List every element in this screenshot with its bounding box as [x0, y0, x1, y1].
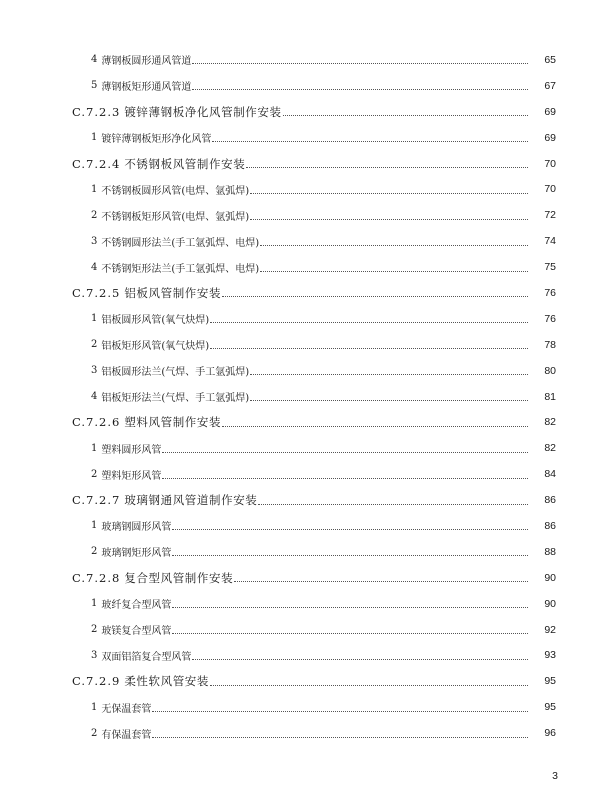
toc-subsection-entry[interactable]	[0, 176, 612, 202]
toc-entry-title: 塑料风管制作安装	[124, 415, 222, 430]
toc-entry-number: 4	[91, 391, 99, 403]
dot-leader	[260, 245, 528, 246]
toc-entry-page: 86	[544, 519, 556, 532]
toc-entry-title: 不锈钢板矩形风管(电焊、氩弧焊)	[101, 211, 250, 223]
toc-entry-page: 95	[544, 701, 556, 714]
toc-section-entry[interactable]	[0, 668, 612, 694]
toc-entry-title: 铝板矩形法兰(气焊、手工氩弧焊)	[101, 393, 250, 405]
toc-entry-page: 76	[544, 286, 556, 299]
toc-subsection-entry[interactable]	[0, 591, 612, 617]
dot-leader	[210, 348, 528, 349]
toc-subsection-entry[interactable]	[0, 384, 612, 410]
toc-section-entry[interactable]	[0, 409, 612, 435]
toc-subsection-entry[interactable]	[0, 358, 612, 384]
dot-leader	[258, 504, 528, 505]
toc-entry-number: 4	[91, 261, 99, 273]
toc-entry-page: 70	[544, 183, 556, 196]
toc-entry-page: 82	[544, 442, 556, 455]
toc-subsection-entry[interactable]	[0, 513, 612, 539]
toc-entry-title: 不锈钢矩形法兰(手工氩弧焊、电焊)	[101, 263, 260, 275]
toc-entry-number: C.7.2.9	[72, 674, 121, 689]
toc-entry-title: 铝板矩形风管(氧气炔焊)	[101, 341, 210, 353]
toc-entry-title: 双面铝箔复合型风管	[101, 651, 192, 663]
dot-leader	[250, 400, 528, 401]
toc-entry-number: C.7.2.6	[72, 415, 121, 430]
toc-entry-number: C.7.2.5	[72, 285, 121, 300]
dot-leader	[210, 685, 528, 686]
toc-entry-page: 67	[544, 79, 556, 92]
toc-entry-number: 4	[91, 54, 99, 66]
toc-entry-number: 3	[91, 649, 99, 661]
dot-leader	[222, 426, 528, 427]
toc-subsection-entry[interactable]	[0, 720, 612, 746]
toc-entry-title: 铝板圆形风管(氧气炔焊)	[101, 315, 210, 327]
toc-subsection-entry[interactable]	[0, 125, 612, 151]
toc-entry-page: 75	[544, 261, 556, 274]
toc-entry-number: C.7.2.3	[72, 104, 121, 119]
dot-leader	[246, 167, 528, 168]
toc-entry-number: 2	[91, 468, 99, 480]
toc-entry-page: 72	[544, 209, 556, 222]
dot-leader	[152, 711, 528, 712]
toc-entry-title: 镀锌薄钢板矩形净化风管	[101, 134, 212, 146]
dot-leader	[172, 633, 528, 634]
dot-leader	[172, 607, 528, 608]
toc-entry-title: 镀锌薄钢板净化风管制作安装	[124, 104, 282, 119]
toc-section-entry[interactable]	[0, 565, 612, 591]
page-number: 3	[552, 770, 558, 782]
toc-subsection-entry[interactable]	[0, 228, 612, 254]
toc-entry-number: 2	[91, 727, 99, 739]
dot-leader	[250, 219, 528, 220]
dot-leader	[162, 452, 528, 453]
toc-entry-title: 不锈钢板风管制作安装	[124, 156, 246, 171]
toc-entry-page: 92	[544, 623, 556, 636]
toc-entry-title: 铝板风管制作安装	[124, 285, 222, 300]
toc-entry-number: 2	[91, 339, 99, 351]
toc-entry-page: 82	[544, 416, 556, 429]
toc-subsection-entry[interactable]	[0, 617, 612, 643]
dot-leader	[192, 659, 528, 660]
toc-entry-page: 96	[544, 727, 556, 740]
toc-entry-title: 塑料矩形风管	[101, 470, 162, 482]
toc-section-entry[interactable]	[0, 99, 612, 125]
toc-entry-number: 1	[91, 701, 99, 713]
toc-entry-page: 78	[544, 338, 556, 351]
toc-entry-page: 69	[544, 131, 556, 144]
toc-entry-title: 复合型风管制作安装	[124, 570, 234, 585]
toc-subsection-entry[interactable]	[0, 306, 612, 332]
dot-leader	[260, 271, 528, 272]
toc-entry-number: 5	[91, 80, 99, 92]
toc-entry-number: 1	[91, 598, 99, 610]
toc-entry-number: 2	[91, 624, 99, 636]
toc-entry-title: 薄钢板矩形通风管道	[101, 82, 192, 94]
toc-entry-page: 84	[544, 468, 556, 481]
toc-subsection-entry[interactable]	[0, 73, 612, 99]
toc-subsection-entry[interactable]	[0, 202, 612, 228]
toc-entry-page: 69	[544, 105, 556, 118]
toc-subsection-entry[interactable]	[0, 254, 612, 280]
toc-entry-page: 90	[544, 571, 556, 584]
dot-leader	[250, 193, 528, 194]
toc-subsection-entry[interactable]	[0, 461, 612, 487]
toc-entry-title: 柔性软风管安装	[124, 674, 210, 689]
toc-entry-number: 2	[91, 546, 99, 558]
dot-leader	[283, 115, 528, 116]
dot-leader	[192, 89, 528, 90]
toc-subsection-entry[interactable]	[0, 539, 612, 565]
dot-leader	[210, 322, 528, 323]
toc-entry-page: 81	[544, 390, 556, 403]
toc-entry-page: 93	[544, 649, 556, 662]
toc-entry-number: 3	[91, 235, 99, 247]
toc-subsection-entry[interactable]	[0, 332, 612, 358]
toc-entry-page: 80	[544, 364, 556, 377]
dot-leader	[192, 63, 528, 64]
toc-entry-number: 1	[91, 520, 99, 532]
toc-entry-number: 1	[91, 183, 99, 195]
toc-entry-number: C.7.2.7	[72, 493, 121, 508]
dot-leader	[250, 374, 528, 375]
toc-entry-title: 玻璃钢圆形风管	[101, 522, 172, 534]
table-of-contents	[0, 47, 612, 746]
toc-section-entry[interactable]	[0, 151, 612, 177]
dot-leader	[152, 737, 528, 738]
toc-entry-title: 玻镁复合型风管	[101, 626, 172, 638]
toc-entry-title: 无保温套管	[101, 703, 152, 715]
dot-leader	[222, 296, 528, 297]
toc-entry-title: 不锈钢圆形法兰(手工氩弧焊、电焊)	[101, 237, 260, 249]
toc-entry-page: 65	[544, 53, 556, 66]
toc-entry-title: 铝板圆形法兰(气焊、手工氩弧焊)	[101, 367, 250, 379]
toc-entry-page: 90	[544, 597, 556, 610]
toc-entry-title: 塑料圆形风管	[101, 444, 162, 456]
toc-entry-page: 74	[544, 235, 556, 248]
toc-entry-number: C.7.2.4	[72, 156, 121, 171]
toc-entry-title: 玻璃钢通风管道制作安装	[124, 493, 258, 508]
toc-entry-title: 玻璃钢矩形风管	[101, 548, 172, 560]
dot-leader	[234, 581, 528, 582]
toc-entry-page: 86	[544, 494, 556, 507]
dot-leader	[172, 555, 528, 556]
toc-entry-number: 1	[91, 132, 99, 144]
toc-section-entry[interactable]	[0, 487, 612, 513]
toc-entry-number: 1	[91, 313, 99, 325]
toc-entry-number: 1	[91, 442, 99, 454]
toc-entry-number: 2	[91, 209, 99, 221]
dot-leader	[172, 529, 528, 530]
toc-entry-title: 玻纤复合型风管	[101, 600, 172, 612]
toc-entry-page: 70	[544, 157, 556, 170]
toc-section-entry[interactable]	[0, 280, 612, 306]
toc-entry-page: 95	[544, 675, 556, 688]
toc-subsection-entry[interactable]	[0, 47, 612, 73]
toc-entry-title: 薄钢板圆形通风管道	[101, 56, 192, 68]
toc-entry-title: 有保温套管	[101, 729, 152, 741]
toc-entry-title: 不锈钢板圆形风管(电焊、氩弧焊)	[101, 185, 250, 197]
toc-entry-number: C.7.2.8	[72, 570, 121, 585]
toc-entry-number: 3	[91, 365, 99, 377]
toc-entry-page: 76	[544, 312, 556, 325]
dot-leader	[212, 141, 528, 142]
toc-subsection-entry[interactable]	[0, 694, 612, 720]
toc-entry-page: 88	[544, 545, 556, 558]
toc-subsection-entry[interactable]	[0, 642, 612, 668]
toc-subsection-entry[interactable]	[0, 435, 612, 461]
dot-leader	[162, 478, 528, 479]
